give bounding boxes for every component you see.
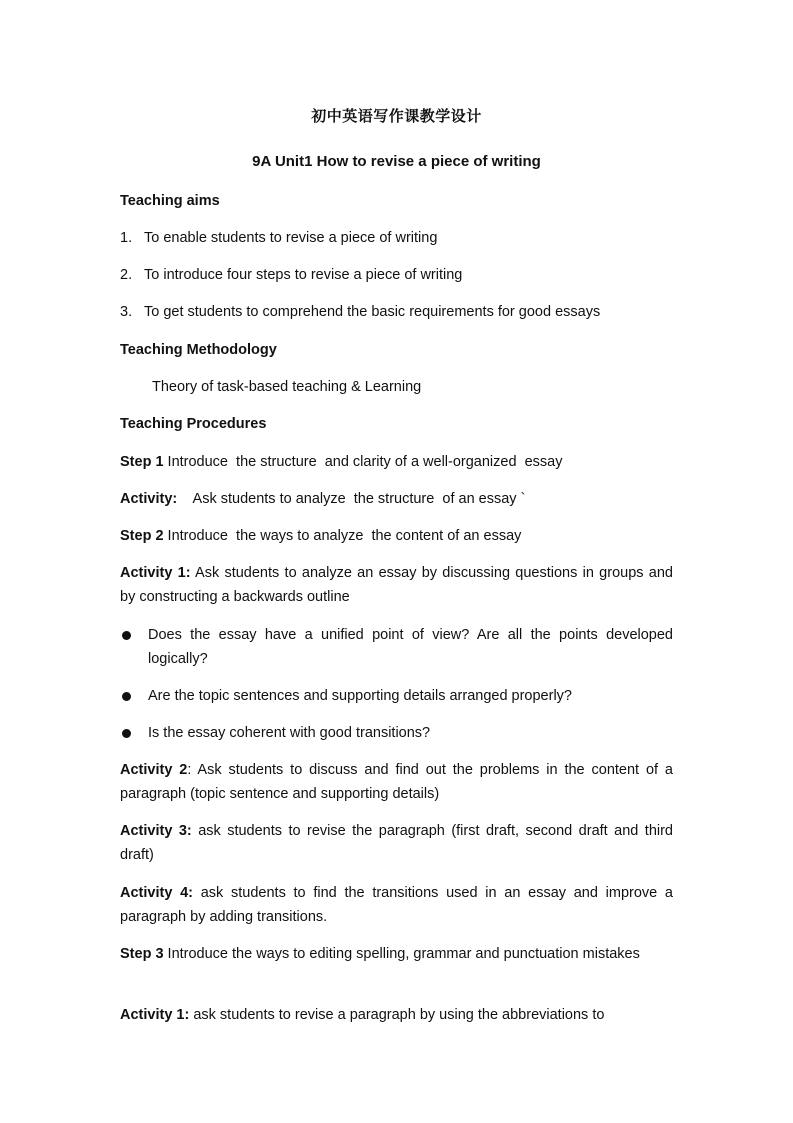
step-text: Introduce the structure and clarity of a well-organized essay xyxy=(163,454,563,470)
step-text: Introduce the ways to analyze the content of an essay xyxy=(163,528,522,544)
step-label: Step 3 xyxy=(120,946,164,962)
aim-number: 2. xyxy=(120,267,133,283)
aim-item-3 xyxy=(120,300,673,324)
document-title-chinese: 初中英语写作课教学设计 xyxy=(311,107,482,125)
activity-text: : Ask students to discuss and find out the problems in the content of a paragraph (topic sentence and supporting details) xyxy=(120,762,673,802)
step-2 xyxy=(120,524,673,548)
aim-text: To enable students to revise a piece of writing xyxy=(144,230,438,246)
step-1 xyxy=(120,450,673,474)
activity-text: ask students to revise the paragraph (first draft, second draft and third draft) xyxy=(120,823,673,863)
procedures-heading: Teaching Procedures xyxy=(120,416,267,432)
aim-text: To get students to comprehend the basic requirements for good essays xyxy=(144,304,601,320)
aim-number: 3. xyxy=(120,304,133,320)
activity-label: Activity: xyxy=(120,491,178,507)
document-title-english: 9A Unit1 How to revise a piece of writing xyxy=(252,153,541,170)
activity-text: Ask students to analyze an essay by discussing questions in groups and by constructing a backwards outline xyxy=(120,565,673,605)
activity-text: ask students to revise a paragraph by using the abbreviations to xyxy=(189,1007,605,1023)
activity-text: Ask students to analyze the structure of an essay ` xyxy=(177,491,526,507)
bullet-text: Is the essay coherent with good transitions? xyxy=(148,725,431,741)
step-2-activity-3 xyxy=(120,819,673,867)
methodology-text: Theory of task-based teaching & Learning xyxy=(152,379,422,395)
bullet-item-1 xyxy=(120,623,673,671)
step-label: Step 1 xyxy=(120,454,164,470)
bullet-text: Are the topic sentences and supporting details arranged properly? xyxy=(148,688,572,704)
aim-item-1 xyxy=(120,226,673,250)
step-3 xyxy=(120,942,673,966)
bullet-item-3 xyxy=(120,721,673,745)
bullet-item-2 xyxy=(120,684,673,708)
step-1-activity xyxy=(120,487,673,511)
step-text: Introduce the ways to editing spelling, grammar and punctuation mistakes xyxy=(163,946,640,962)
teaching-aims-heading: Teaching aims xyxy=(120,193,220,209)
methodology-heading: Teaching Methodology xyxy=(120,342,277,358)
aim-number: 1. xyxy=(120,230,133,246)
activity-label: Activity 1: xyxy=(120,1007,190,1023)
activity-text: ask students to find the transitions used in an essay and improve a paragraph by adding transitions. xyxy=(120,885,673,925)
activity-label: Activity 1: xyxy=(120,565,191,581)
step-2-activity-4 xyxy=(120,881,673,929)
bullet-dot-icon xyxy=(122,692,131,701)
aim-item-2 xyxy=(120,263,673,287)
bullet-dot-icon xyxy=(122,631,131,640)
aim-text: To introduce four steps to revise a piece of writing xyxy=(144,267,463,283)
activity-label: Activity 4: xyxy=(120,885,193,901)
activity-label: Activity 3: xyxy=(120,823,192,839)
step-3-activity-1 xyxy=(120,1003,673,1027)
bullet-text: Does the essay have a unified point of view? Are all the points developed logically? xyxy=(148,627,673,667)
activity-label: Activity 2 xyxy=(120,762,188,778)
bullet-dot-icon xyxy=(122,729,131,738)
step-2-activity-2 xyxy=(120,758,673,806)
step-2-activity-1 xyxy=(120,561,673,609)
step-label: Step 2 xyxy=(120,528,164,544)
